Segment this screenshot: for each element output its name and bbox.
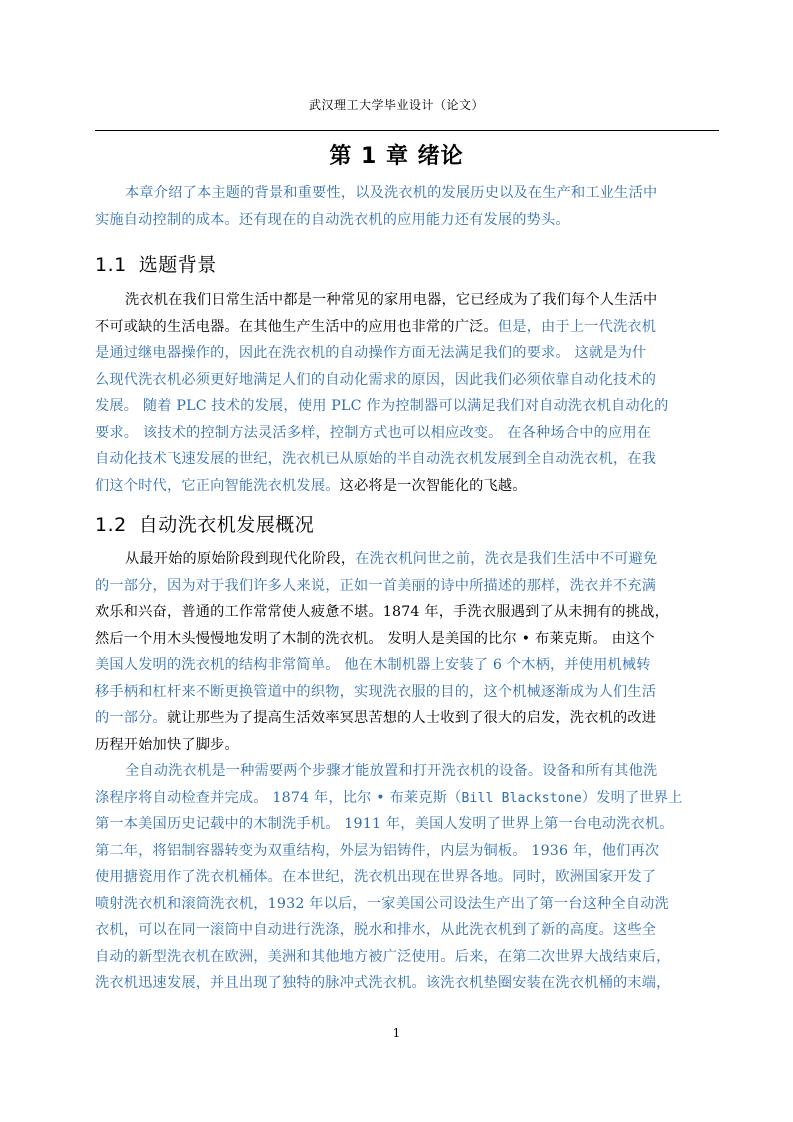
text-run: 这必将是一次智能化的飞越。 (339, 477, 527, 494)
text-run: 的一部分。 (95, 710, 167, 726)
intro-line: 实施自动控制的成本。还有现在的自动洗衣机的应用能力还有发展的势头。 (95, 211, 570, 228)
header-rule (95, 130, 719, 131)
text-run: 就让那些为了提高生活效率冥思苦想的人士收到了很大的启发，洗衣机的改进 (166, 710, 657, 726)
paragraph-line: 洗衣机迅速发展，并且出现了独特的脉冲式洗衣机。该洗衣机垫圈安装在洗衣机桶的末端， (95, 975, 671, 991)
paragraph-line (95, 473, 719, 500)
paragraph-line: 要求。 该技术的控制方法灵活多样，控制方式也可以相应改变。 在各种场合中的应用在 (95, 424, 652, 441)
page-number: 1 (392, 1026, 401, 1040)
paragraph-line: 全自动洗衣机是一种需要两个步骤才能放置和打开洗衣机的设备。设备和所有其他洗 (125, 763, 658, 779)
paragraph-line: 第二年，将铝制容器转变为双重结构，外层为铝铸件，内层为铜板。 1936 年，他们再次 (95, 842, 660, 859)
text-run: 不可或缺的生活电器。在其他生产生活中的应用也非常的广泛。 (95, 318, 498, 335)
paragraph-line (95, 785, 719, 812)
paragraph-line: 是通过继电器操作的，因此在洗衣机的自动操作方面无法满足我们的要求。 这就是为什 (95, 345, 647, 361)
section-heading-1-2 (95, 510, 314, 537)
history-paragraph (95, 546, 719, 758)
text-run: 在洗衣机问世之前，洗衣是我们生活中不可避免 (355, 551, 658, 567)
text-run: 涤程序将自动检查并完成。 1874 年，比尔 • 布莱克斯（ (95, 789, 462, 806)
running-header: 武汉理工大学毕业设计（论文） (308, 98, 484, 112)
chapter-title: 第 1 章 绪论 (329, 144, 464, 169)
paragraph-line (95, 626, 719, 653)
text-run: 们这个时代，它正向智能洗衣机发展。 (95, 477, 340, 494)
paragraph-line: 欢乐和兴奋，普通的工作常常使人疲惫不堪。1874 年，手洗衣服遇到了从未拥有的挑战， (95, 604, 669, 620)
paragraph-line: 衣机，可以在同一滚筒中自动进行洗涤，脱水和排水，从此洗衣机到了新的高度。这些全 (95, 922, 657, 938)
section-title: 选题背景 (138, 254, 217, 276)
section-number: 1.1 (95, 254, 127, 276)
paragraph-line: 美国人发明的洗衣机的结构非常简单。 他在木制机器上安装了 6 个木柄，并使用机械转 (95, 657, 651, 673)
text-run: 从最开始的原始阶段到现代化阶段， (125, 551, 356, 567)
paragraph-line (95, 314, 719, 341)
paragraph-line: 么现代洗衣机必须更好地满足人们的自动化需求的原因，因此我们必须依靠自动化技术的 (95, 371, 657, 388)
background-paragraph (95, 287, 719, 499)
section-heading-1-1 (95, 250, 217, 277)
paragraph-line: 发展。 随着 PLC 技术的发展，使用 PLC 作为控制器可以满足我们对自动洗衣机自动化的 (95, 398, 669, 414)
paragraph-line: 第一本美国历史记载中的木制洗手机。 1911 年，美国人发明了世界上第一台电动洗衣机。 (95, 816, 674, 832)
intro-line: 本章介绍了本主题的背景和重要性，以及洗衣机的发展历史以及在生产和工业生活中 (125, 185, 658, 201)
paragraph-line: 自动的新型洗衣机在欧洲，美洲和其他地方被广泛使用。后来，在第二次世界大战结束后， (95, 948, 671, 965)
automatic-washer-paragraph (95, 758, 719, 997)
chapter-intro-paragraph (95, 180, 719, 233)
section-number: 1.2 (95, 514, 127, 536)
text-run: ）发明了世界上 (581, 789, 683, 806)
paragraph-line: 移手柄和杠杆来不断更换管道中的织物，实现洗衣服的目的，这个机械逐渐成为人们生活 (95, 683, 657, 700)
paragraph-line (95, 546, 719, 573)
section-title: 自动洗衣机发展概况 (138, 514, 315, 536)
paragraph-line: 自动化技术飞速发展的世纪，洗衣机已从原始的半自动洗衣机发展到全自动洗衣机，在我 (95, 451, 657, 467)
paragraph-line: 的一部分，因为对于我们许多人来说，正如一首美丽的诗中所描述的那样，洗衣并不充满 (95, 577, 657, 594)
paragraph-line: 喷射洗衣机和滚筒洗衣机，1932 年以后，一家美国公司设法生产出了第一台这种全自动洗 (95, 895, 669, 912)
paragraph-line (95, 705, 719, 732)
text-run: 但是，由于上一代洗衣机 (497, 318, 657, 335)
text-run: 然后一个用木头慢慢地发明了木制的洗衣机。 发明人是美国的比尔 • 布莱克斯。 由这个 (95, 630, 655, 647)
paragraph-line: 历程开始加快了脚步。 (95, 736, 239, 753)
paragraph-line: 使用搪瓷用作了洗衣机桶体。在本世纪，洗衣机出现在世界各地。同时，欧洲国家开发了 (95, 869, 657, 885)
text-run: Bill Blackstone (461, 790, 582, 806)
paragraph-line: 洗衣机在我们日常生活中都是一种常见的家用电器，它已经成为了我们每个人生活中 (125, 292, 658, 308)
